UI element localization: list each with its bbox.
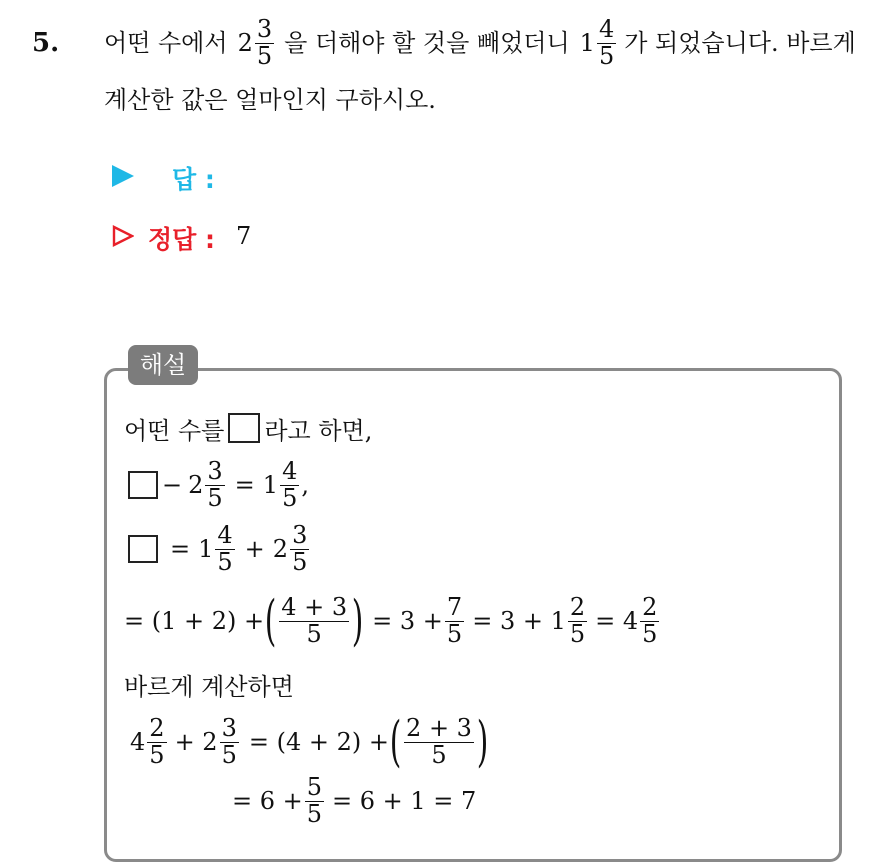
fraction: $\frac{2 + 3}{5}$: [406, 714, 472, 769]
correct-label: 정답 :: [148, 225, 216, 254]
explanation-line-7: = 6 + $\frac{5}{5}$ = 6 + 1 = 7: [232, 773, 477, 828]
answer-label: 답 :: [172, 165, 215, 194]
question-text-c: 가 되었습니다. 바르게: [624, 29, 856, 57]
fraction: $\frac{4}{5}$: [217, 521, 233, 576]
explanation-line-6: 4 $\frac{2}{5}$ + 2 $\frac{3}{5}$ = (4 + 2) + ( $\frac{2 + 3}{5}$ ): [130, 710, 489, 773]
explanation-line-3: = 1 $\frac{4}{5}$ + 2 $\frac{3}{5}$: [124, 520, 311, 578]
question-text-b: 을 더해야 할 것을 빼었더니: [284, 29, 570, 57]
fraction: $\frac{4}{5}$: [598, 15, 615, 70]
question-line-1: [104, 14, 856, 72]
fraction: $\frac{2}{5}$: [149, 714, 165, 769]
fraction: $\frac{3}{5}$: [207, 457, 223, 512]
question-line-2: 계산한 값은 얼마인지 구하시오.: [104, 86, 436, 114]
fraction: $\frac{7}{5}$: [446, 593, 463, 648]
fraction: $\frac{2}{5}$: [642, 593, 658, 648]
explanation-tab: 해설: [128, 345, 198, 385]
mixed-number-whole: 2: [237, 29, 253, 57]
explanation-line-1: 어떤 수를 라고 하면,: [124, 408, 372, 448]
unknown-box: [228, 413, 260, 443]
explanation-line-5: 바르게 계산하면: [124, 672, 294, 701]
answer-arrow-icon: [112, 165, 134, 187]
fraction: $\frac{3}{5}$: [292, 521, 308, 576]
fraction: $\frac{4}{5}$: [282, 457, 298, 512]
question-number: 5.: [32, 28, 60, 58]
fraction: $\frac{3}{5}$: [221, 714, 237, 769]
correct-value: 7: [236, 222, 252, 250]
fraction: $\frac{4 + 3}{5}$: [281, 593, 348, 648]
explanation-line-4: = (1 + 2) + ( $\frac{4 + 3}{5}$ ) = 3 + $\frac{7}{5}$ = 3 + 1 $\frac{2}{5}$ = 4 $\frac{2}{5}$: [124, 589, 658, 652]
mixed-number-whole: 1: [579, 29, 595, 57]
fraction: $\frac{5}{5}$: [306, 773, 323, 828]
fraction: $\frac{2}{5}$: [569, 593, 586, 648]
correct-arrow-icon: [112, 225, 134, 247]
question-text-a: 어떤 수에서: [104, 29, 228, 57]
explanation-line-2: − 2 $\frac{3}{5}$ = 1 $\frac{4}{5}$ ,: [124, 456, 309, 514]
unknown-box: [128, 471, 158, 499]
fraction: $\frac{3}{5}$: [256, 15, 273, 70]
unknown-box: [128, 535, 158, 563]
